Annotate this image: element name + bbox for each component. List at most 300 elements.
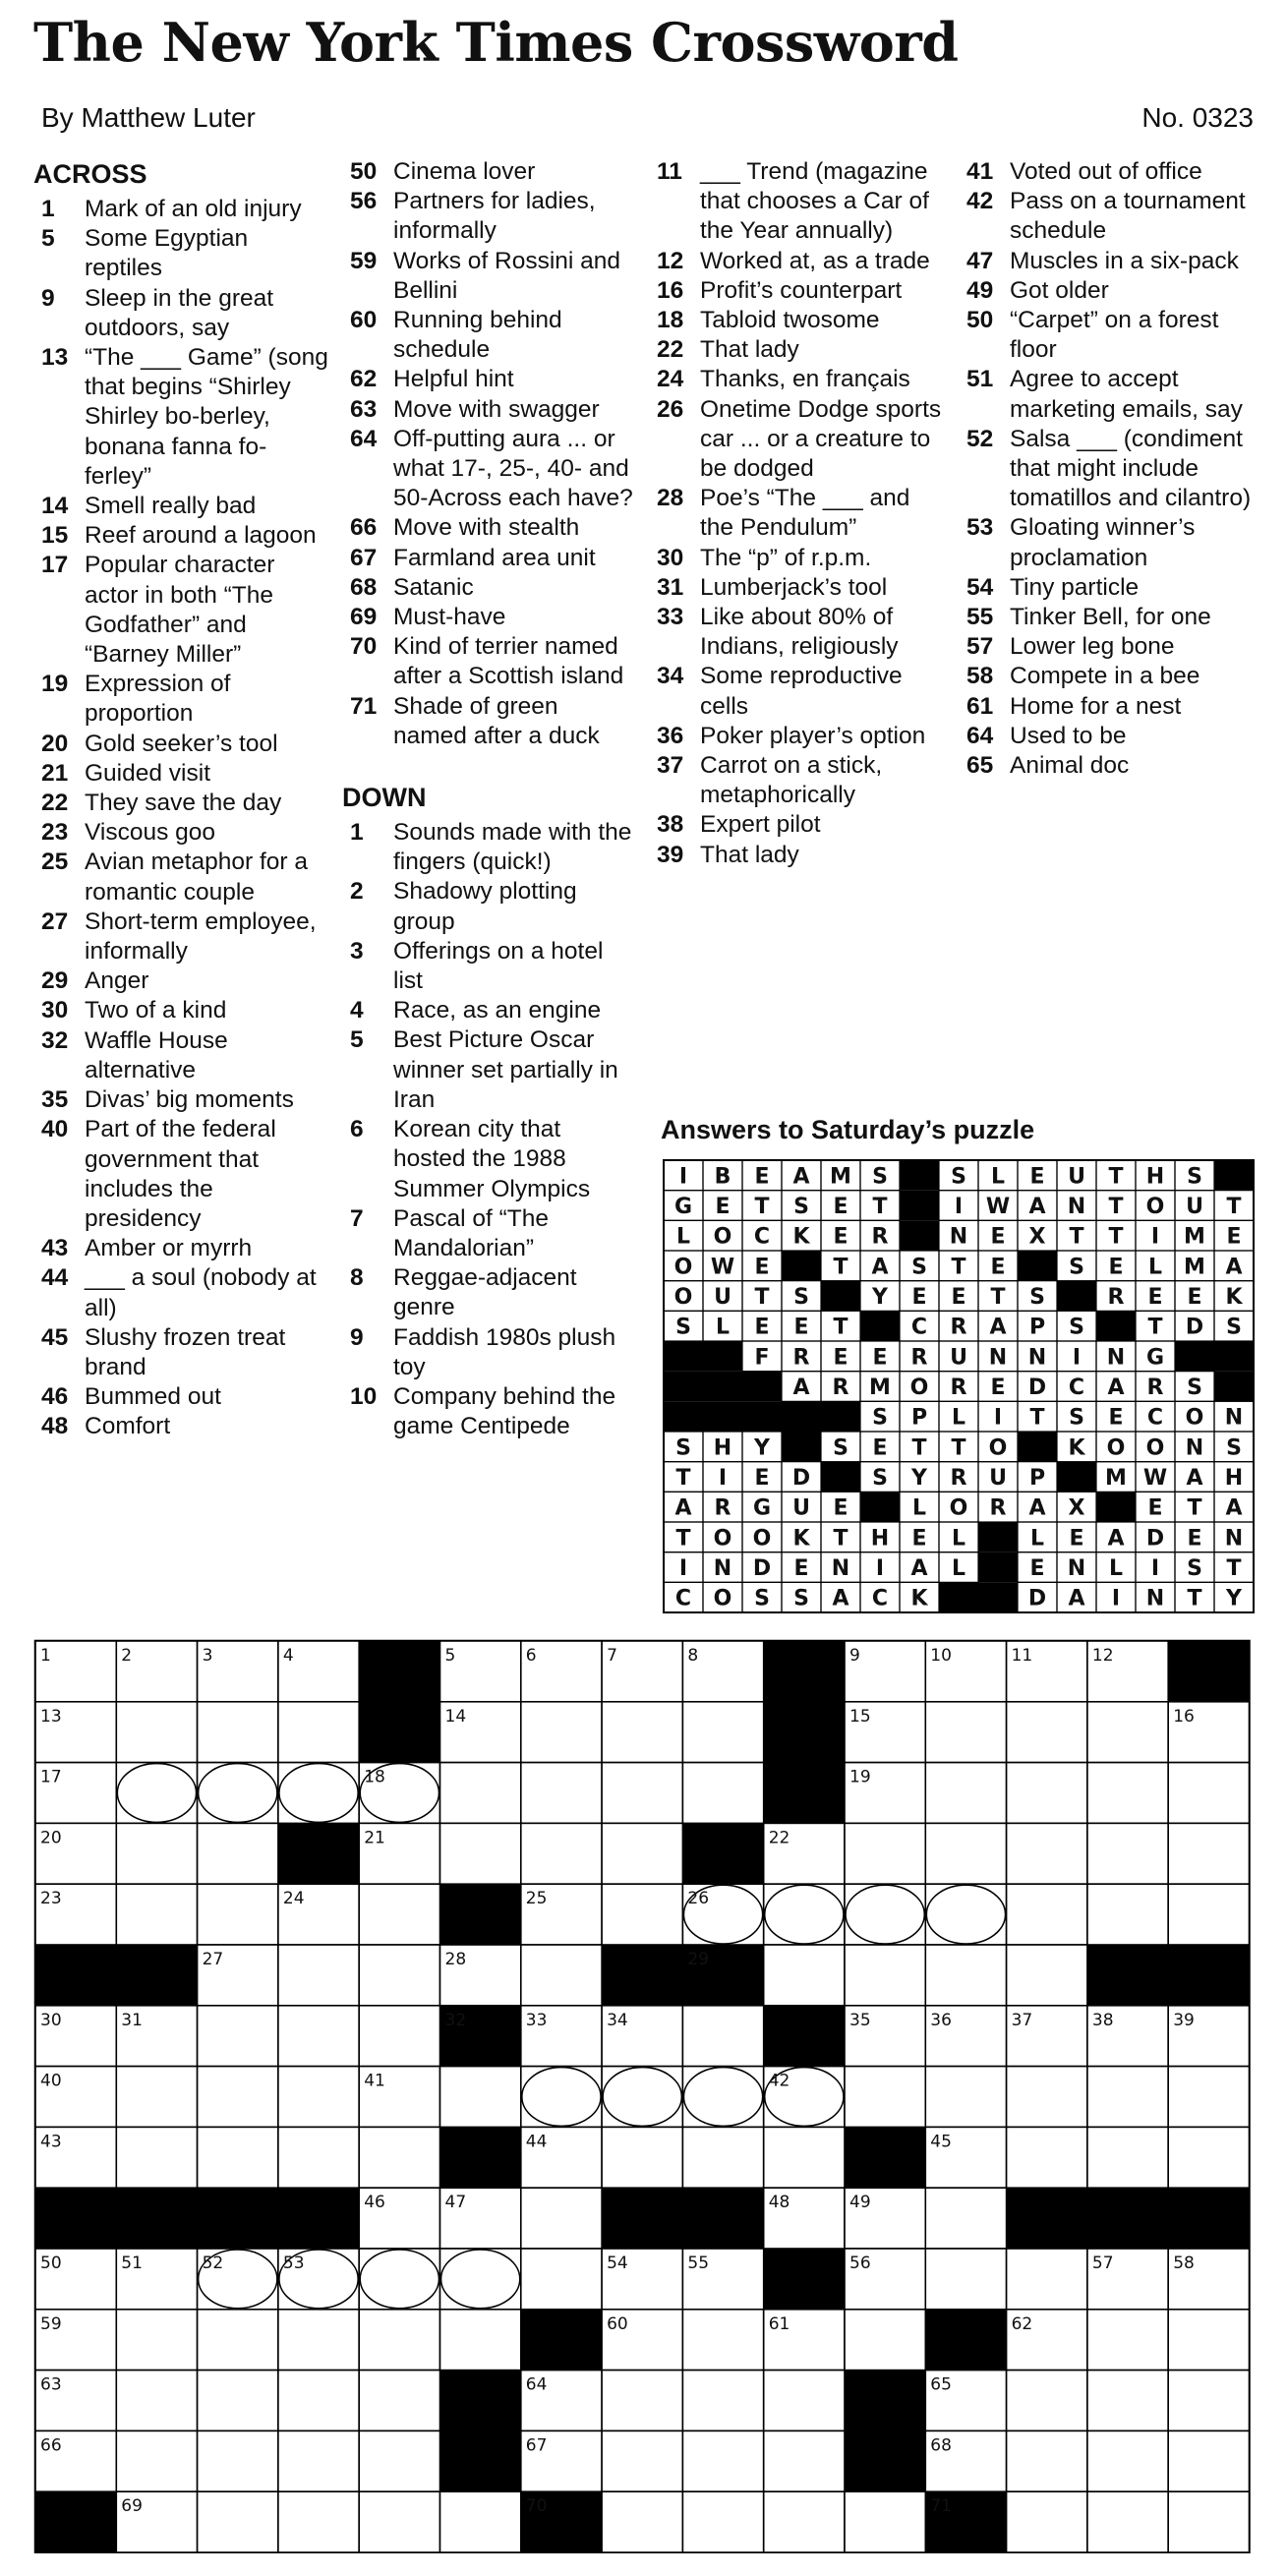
answer-letter: U — [989, 1466, 1007, 1491]
clue-down-34[interactable] — [649, 662, 950, 721]
grid-cell[interactable] — [925, 1945, 1006, 2006]
grid-cell[interactable] — [925, 1763, 1006, 1824]
grid-cell[interactable] — [278, 2371, 359, 2431]
answer-letter: P — [910, 1405, 928, 1431]
grid-cell[interactable] — [1007, 1763, 1087, 1824]
answer-letter: K — [910, 1586, 928, 1611]
grid-cell[interactable] — [116, 1702, 197, 1763]
clue-down-58[interactable] — [959, 662, 1259, 691]
clue-number: 14 — [41, 493, 69, 520]
clue-down-64[interactable] — [959, 722, 1259, 751]
clue-text: Comfort — [85, 1413, 171, 1440]
cell-number: 50 — [40, 2254, 62, 2273]
grid-cell[interactable] — [278, 2310, 359, 2371]
grid-cell[interactable] — [1168, 2491, 1249, 2552]
grid-cell[interactable] — [602, 2371, 682, 2431]
clue-number: 63 — [350, 395, 378, 423]
answer-letter: E — [833, 1224, 848, 1250]
clue-number: 12 — [657, 247, 684, 274]
clue-text: Pass on a tournament schedule — [1010, 188, 1246, 245]
clue-down-10[interactable] — [342, 1382, 637, 1441]
clue-across-29[interactable] — [33, 966, 328, 996]
clue-number: 7 — [350, 1204, 364, 1232]
clue-across-63[interactable] — [342, 395, 637, 425]
clue-down-55[interactable] — [959, 603, 1259, 632]
grid-cell[interactable] — [845, 2067, 925, 2128]
clue-down-52[interactable] — [959, 425, 1259, 514]
grid-cell[interactable] — [845, 1823, 925, 1884]
grid-cell[interactable] — [1007, 2491, 1087, 2552]
clue-down-31[interactable] — [649, 573, 950, 603]
clue-across-70[interactable] — [342, 632, 637, 691]
answer-black-square — [821, 1462, 860, 1493]
clue-across-30[interactable] — [33, 996, 328, 1025]
answer-letter: E — [1147, 1495, 1163, 1521]
clue-down-47[interactable] — [959, 247, 1259, 276]
clue-across-66[interactable] — [342, 513, 637, 543]
answer-letter: H — [1145, 1164, 1165, 1190]
grid-cell[interactable] — [278, 2067, 359, 2128]
cell-number: 15 — [849, 1706, 871, 1727]
clue-down-28[interactable] — [649, 484, 950, 543]
answer-letter: W — [1142, 1466, 1168, 1491]
grid-cell[interactable] — [198, 2430, 278, 2491]
clue-number: 70 — [350, 633, 378, 661]
clue-text: Shade of green named after a duck — [393, 692, 600, 749]
grid-cell[interactable] — [764, 1945, 845, 2006]
grid-cell[interactable] — [1168, 2430, 1249, 2491]
answer-black-square — [1018, 1251, 1057, 1281]
cell-number: 45 — [930, 2132, 952, 2152]
clue-across-21[interactable] — [33, 759, 328, 789]
answer-black-square — [1096, 1311, 1136, 1341]
grid-cell[interactable] — [440, 1763, 521, 1824]
grid-cell[interactable] — [440, 1823, 521, 1884]
grid-cell[interactable] — [764, 2491, 845, 2552]
answer-black-square — [1214, 1372, 1254, 1402]
grid-black-square — [35, 1945, 117, 2006]
cell-number: 63 — [40, 2374, 62, 2395]
answer-letter: I — [993, 1405, 1003, 1431]
clue-down-3[interactable] — [342, 937, 637, 996]
clue-number: 6 — [350, 1116, 364, 1143]
clue-down-38[interactable] — [649, 810, 950, 840]
clue-text: Tinker Bell, for one — [1010, 604, 1211, 631]
clue-number: 2 — [350, 878, 364, 906]
grid-cell[interactable] — [278, 2430, 359, 2491]
grid-cell[interactable] — [1007, 2249, 1087, 2310]
grid-cell[interactable] — [278, 1945, 359, 2006]
clue-across-25[interactable] — [33, 848, 328, 907]
clue-down-36[interactable] — [649, 722, 950, 751]
answer-letter: L — [911, 1495, 927, 1521]
clue-text: Kind of terrier named after a Scottish island — [393, 633, 624, 690]
grid-black-square — [764, 1702, 846, 1763]
clue-down-51[interactable] — [959, 365, 1259, 424]
grid-cell[interactable] — [198, 1823, 278, 1884]
cell-number: 24 — [282, 1889, 305, 1909]
grid-cell[interactable] — [521, 2188, 602, 2249]
grid-cell[interactable] — [1087, 2430, 1168, 2491]
clue-down-61[interactable] — [959, 692, 1259, 722]
clue-down-12[interactable] — [649, 247, 950, 276]
clue-down-37[interactable] — [649, 751, 950, 810]
grid-cell[interactable] — [845, 2491, 925, 2552]
grid-cell[interactable] — [521, 1702, 602, 1763]
clue-number: 67 — [350, 544, 378, 571]
clue-across-32[interactable] — [33, 1026, 328, 1085]
clue-down-42[interactable] — [959, 187, 1259, 246]
answer-letter: I — [875, 1556, 885, 1581]
answer-black-square — [1175, 1341, 1214, 1372]
clue-across-68[interactable] — [342, 573, 637, 603]
answer-black-square — [860, 1492, 900, 1522]
grid-cell[interactable] — [521, 2249, 602, 2310]
answer-letter: T — [1187, 1586, 1202, 1611]
grid-cell[interactable] — [682, 2371, 763, 2431]
grid-cell[interactable] — [198, 2067, 278, 2128]
answer-letter: T — [1147, 1315, 1163, 1340]
grid-cell[interactable] — [198, 2371, 278, 2431]
grid-cell[interactable] — [602, 1823, 682, 1884]
clue-down-9[interactable] — [342, 1323, 637, 1382]
grid-cell[interactable] — [116, 2430, 197, 2491]
clue-down-41[interactable] — [959, 157, 1259, 187]
cell-number: 28 — [444, 1950, 467, 1969]
clue-across-23[interactable] — [33, 818, 328, 848]
grid-cell[interactable] — [359, 2006, 439, 2067]
grid-cell[interactable] — [845, 2310, 925, 2371]
grid-cell[interactable] — [1087, 1884, 1168, 1945]
grid-cell[interactable] — [845, 1945, 925, 2006]
answer-letter: E — [1069, 1526, 1084, 1551]
grid-cell[interactable] — [359, 1945, 439, 2006]
grid-cell[interactable] — [198, 2006, 278, 2067]
grid-cell[interactable] — [1007, 2127, 1087, 2188]
answer-letter: S — [1069, 1405, 1084, 1431]
answer-black-square — [1018, 1432, 1057, 1462]
answer-letter: T — [1108, 1224, 1124, 1250]
clue-down-30[interactable] — [649, 544, 950, 573]
clue-down-5[interactable] — [342, 1025, 637, 1115]
grid-cell[interactable] — [116, 2371, 197, 2431]
answer-letter: O — [909, 1376, 929, 1400]
grid-cell[interactable] — [1007, 1884, 1087, 1945]
answer-letter: S — [1187, 1164, 1202, 1190]
clue-number: 28 — [657, 485, 684, 512]
answer-letter: A — [1225, 1495, 1243, 1521]
clue-down-33[interactable] — [649, 603, 950, 662]
clue-across-69[interactable] — [342, 603, 637, 632]
cell-number: 8 — [687, 1646, 699, 1666]
clue-number: 38 — [657, 811, 684, 839]
grid-cell[interactable] — [116, 2067, 197, 2128]
grid-cell[interactable] — [116, 2310, 197, 2371]
clue-across-50[interactable] — [342, 157, 637, 187]
clue-down-65[interactable] — [959, 751, 1259, 781]
clue-across-46[interactable] — [33, 1382, 328, 1412]
answer-black-square — [978, 1522, 1018, 1552]
grid-cell[interactable] — [359, 2310, 439, 2371]
answer-letter: S — [754, 1586, 770, 1611]
clue-number: 1 — [350, 819, 364, 847]
answer-letter: U — [792, 1495, 810, 1521]
cell-number: 42 — [768, 2071, 790, 2091]
grid-cell[interactable] — [1087, 1702, 1168, 1763]
clue-number: 5 — [350, 1026, 364, 1054]
grid-cell[interactable] — [925, 2067, 1006, 2128]
grid-cell[interactable] — [198, 2310, 278, 2371]
grid-cell[interactable] — [278, 1702, 359, 1763]
grid-cell[interactable] — [278, 2127, 359, 2188]
clue-across-56[interactable] — [342, 187, 637, 246]
answer-black-square — [742, 1372, 782, 1402]
grid-cell[interactable] — [521, 1823, 602, 1884]
answer-letter: S — [675, 1435, 691, 1461]
grid-cell[interactable] — [1087, 1763, 1168, 1824]
grid-cell[interactable] — [682, 2430, 763, 2491]
answer-black-square — [1214, 1341, 1254, 1372]
grid-cell[interactable] — [1087, 1823, 1168, 1884]
clue-down-22[interactable] — [649, 335, 950, 365]
grid-cell[interactable] — [1087, 2067, 1168, 2128]
cell-number: 16 — [1173, 1706, 1195, 1727]
grid-cell[interactable] — [440, 2310, 521, 2371]
grid-cell[interactable] — [1168, 1763, 1249, 1824]
grid-cell[interactable] — [1168, 2067, 1249, 2128]
answer-letter: N — [1106, 1345, 1126, 1371]
clue-across-71[interactable] — [342, 692, 637, 751]
clue-down-2[interactable] — [342, 877, 637, 936]
grid-cell[interactable] — [1007, 1823, 1087, 1884]
grid-cell[interactable] — [198, 1702, 278, 1763]
grid-cell[interactable] — [1168, 2127, 1249, 2188]
answer-letter: O — [713, 1224, 732, 1250]
clue-number: 21 — [41, 759, 69, 787]
answer-letter: R — [792, 1345, 810, 1371]
grid-cell[interactable] — [1087, 2371, 1168, 2431]
clue-down-53[interactable] — [959, 513, 1259, 572]
clue-down-4[interactable] — [342, 996, 637, 1025]
grid-cell[interactable] — [1168, 1823, 1249, 1884]
grid-cell[interactable] — [925, 1823, 1006, 1884]
answer-letter: E — [833, 1495, 848, 1521]
grid-cell[interactable] — [602, 1884, 682, 1945]
answer-letter: Y — [1226, 1586, 1242, 1611]
grid-cell[interactable] — [1168, 2371, 1249, 2431]
grid-cell[interactable] — [1087, 2491, 1168, 2552]
grid-cell[interactable] — [1087, 2127, 1168, 2188]
grid-cell[interactable] — [602, 2430, 682, 2491]
clue-across-27[interactable] — [33, 907, 328, 966]
answer-letter: T — [1226, 1195, 1242, 1219]
clue-across-60[interactable] — [342, 306, 637, 365]
answer-letter: E — [1147, 1285, 1163, 1310]
grid-cell[interactable] — [925, 2188, 1006, 2249]
grid-cell[interactable] — [602, 2491, 682, 2552]
grid-cell[interactable] — [116, 2127, 197, 2188]
clue-text: Works of Rossini and Bellini — [393, 247, 621, 304]
grid-cell[interactable] — [682, 1763, 763, 1824]
cell-number: 34 — [607, 2010, 628, 2030]
clue-across-48[interactable] — [33, 1412, 328, 1441]
clue-across-43[interactable] — [33, 1234, 328, 1263]
grid-cell[interactable] — [1168, 2310, 1249, 2371]
answer-black-square — [978, 1582, 1018, 1612]
clue-across-5[interactable] — [33, 224, 328, 283]
clue-down-16[interactable] — [649, 276, 950, 306]
grid-cell[interactable] — [682, 2127, 763, 2188]
clue-down-8[interactable] — [342, 1263, 637, 1322]
clue-text: Bummed out — [85, 1383, 221, 1411]
grid-cell[interactable] — [1007, 2371, 1087, 2431]
grid-black-square — [440, 2127, 522, 2188]
clue-text: Amber or myrrh — [85, 1235, 253, 1262]
clue-across-17[interactable] — [33, 551, 328, 670]
answer-letter: Y — [911, 1466, 927, 1491]
grid-black-square — [359, 1641, 440, 1702]
clue-across-67[interactable] — [342, 544, 637, 573]
grid-cell[interactable] — [682, 1702, 763, 1763]
clue-text: Gloating winner’s proclamation — [1010, 514, 1196, 571]
grid-cell[interactable] — [521, 1763, 602, 1824]
answer-letter: R — [871, 1224, 889, 1250]
clue-column-1 — [33, 157, 328, 1442]
cell-number: 44 — [525, 2132, 548, 2152]
clue-down-54[interactable] — [959, 573, 1259, 603]
clue-down-49[interactable] — [959, 276, 1259, 306]
answer-letter: M — [830, 1164, 851, 1190]
clue-number: 62 — [350, 366, 378, 393]
grid-cell[interactable] — [278, 2491, 359, 2552]
grid-cell[interactable] — [116, 1884, 197, 1945]
clue-across-64[interactable] — [342, 425, 637, 514]
grid-cell[interactable] — [198, 2127, 278, 2188]
answer-letter: C — [1068, 1376, 1085, 1400]
answer-black-square — [664, 1372, 703, 1402]
grid-cell[interactable] — [764, 2127, 845, 2188]
grid-cell[interactable] — [1007, 2067, 1087, 2128]
grid-cell[interactable] — [440, 2491, 521, 2552]
grid-cell[interactable] — [1007, 2430, 1087, 2491]
clue-across-40[interactable] — [33, 1115, 328, 1234]
answer-letter: I — [678, 1164, 688, 1190]
grid-cell[interactable] — [1007, 1945, 1087, 2006]
grid-cell[interactable] — [198, 2491, 278, 2552]
clue-across-9[interactable] — [33, 284, 328, 343]
clue-down-26[interactable] — [649, 395, 950, 485]
clue-number: 31 — [657, 573, 684, 601]
grid-cell[interactable] — [278, 2006, 359, 2067]
clue-across-15[interactable] — [33, 521, 328, 551]
grid-cell[interactable] — [602, 1702, 682, 1763]
clue-across-62[interactable] — [342, 365, 637, 394]
grid-cell[interactable] — [1168, 1884, 1249, 1945]
cell-number: 14 — [444, 1706, 467, 1727]
crossword-grid[interactable] — [33, 1639, 1258, 2553]
clue-across-1[interactable] — [33, 195, 328, 224]
grid-black-square — [521, 2310, 603, 2371]
answer-letter: T — [951, 1435, 966, 1461]
grid-black-square — [764, 1641, 846, 1702]
grid-cell[interactable] — [198, 1884, 278, 1945]
answer-letter: S — [833, 1435, 848, 1461]
clue-number: 18 — [657, 307, 684, 334]
cell-number: 27 — [202, 1950, 224, 1969]
grid-cell[interactable] — [682, 2310, 763, 2371]
clue-number: 46 — [41, 1383, 69, 1411]
clue-number: 9 — [41, 284, 55, 312]
grid-cell[interactable] — [359, 2430, 439, 2491]
grid-cell[interactable] — [925, 1702, 1006, 1763]
grid-cell[interactable] — [764, 2371, 845, 2431]
grid-black-square — [845, 2371, 926, 2431]
clue-across-59[interactable] — [342, 247, 637, 306]
clue-down-50[interactable] — [959, 306, 1259, 365]
grid-cell[interactable] — [925, 2249, 1006, 2310]
grid-black-square — [1007, 2188, 1088, 2249]
clue-text: Slushy frozen treat brand — [85, 1323, 286, 1380]
clue-across-44[interactable] — [33, 1263, 328, 1322]
grid-cell[interactable] — [764, 2430, 845, 2491]
answer-letter: B — [714, 1164, 731, 1190]
grid-cell[interactable] — [359, 1884, 439, 1945]
answer-letter: L — [1108, 1556, 1124, 1581]
cell-number: 36 — [930, 2010, 952, 2030]
grid-cell[interactable] — [1087, 2310, 1168, 2371]
grid-cell[interactable] — [521, 1945, 602, 2006]
grid-cell[interactable] — [682, 2006, 763, 2067]
clue-down-7[interactable] — [342, 1204, 637, 1263]
grid-cell[interactable] — [359, 2127, 439, 2188]
clue-text: Anger — [85, 967, 149, 995]
clue-across-45[interactable] — [33, 1323, 328, 1382]
grid-cell[interactable] — [682, 2491, 763, 2552]
answer-letter: X — [1028, 1224, 1046, 1250]
clue-down-11[interactable] — [649, 157, 950, 247]
grid-cell[interactable] — [602, 2127, 682, 2188]
grid-cell[interactable] — [1007, 1702, 1087, 1763]
clue-down-57[interactable] — [959, 632, 1259, 662]
clue-text: Pascal of “The Mandalorian” — [393, 1204, 549, 1261]
clue-text: Poker player’s option — [700, 722, 926, 749]
clue-down-1[interactable] — [342, 818, 637, 877]
clue-across-20[interactable] — [33, 730, 328, 759]
clue-across-13[interactable] — [33, 343, 328, 492]
clue-number: 41 — [966, 158, 994, 185]
grid-cell[interactable] — [359, 2371, 439, 2431]
clue-down-39[interactable] — [649, 841, 950, 870]
clue-across-19[interactable] — [33, 670, 328, 729]
grid-cell[interactable] — [440, 2067, 521, 2128]
clue-down-18[interactable] — [649, 306, 950, 335]
answer-letter: Y — [754, 1435, 770, 1461]
clue-across-22[interactable] — [33, 789, 328, 818]
answer-letter: D — [1145, 1526, 1165, 1551]
grid-cell[interactable] — [359, 2491, 439, 2552]
grid-cell[interactable] — [116, 1823, 197, 1884]
clue-down-6[interactable] — [342, 1115, 637, 1204]
answer-letter: S — [793, 1285, 809, 1310]
cell-number: 53 — [282, 2254, 305, 2273]
clue-down-24[interactable] — [649, 365, 950, 394]
clue-across-14[interactable] — [33, 492, 328, 521]
clue-number: 68 — [350, 573, 378, 601]
clue-across-35[interactable] — [33, 1085, 328, 1115]
clue-text: Salsa ___ (condiment that might include tomatillos and cilantro) — [1010, 425, 1252, 512]
grid-cell[interactable] — [602, 1763, 682, 1824]
cell-number: 62 — [1011, 2313, 1033, 2334]
